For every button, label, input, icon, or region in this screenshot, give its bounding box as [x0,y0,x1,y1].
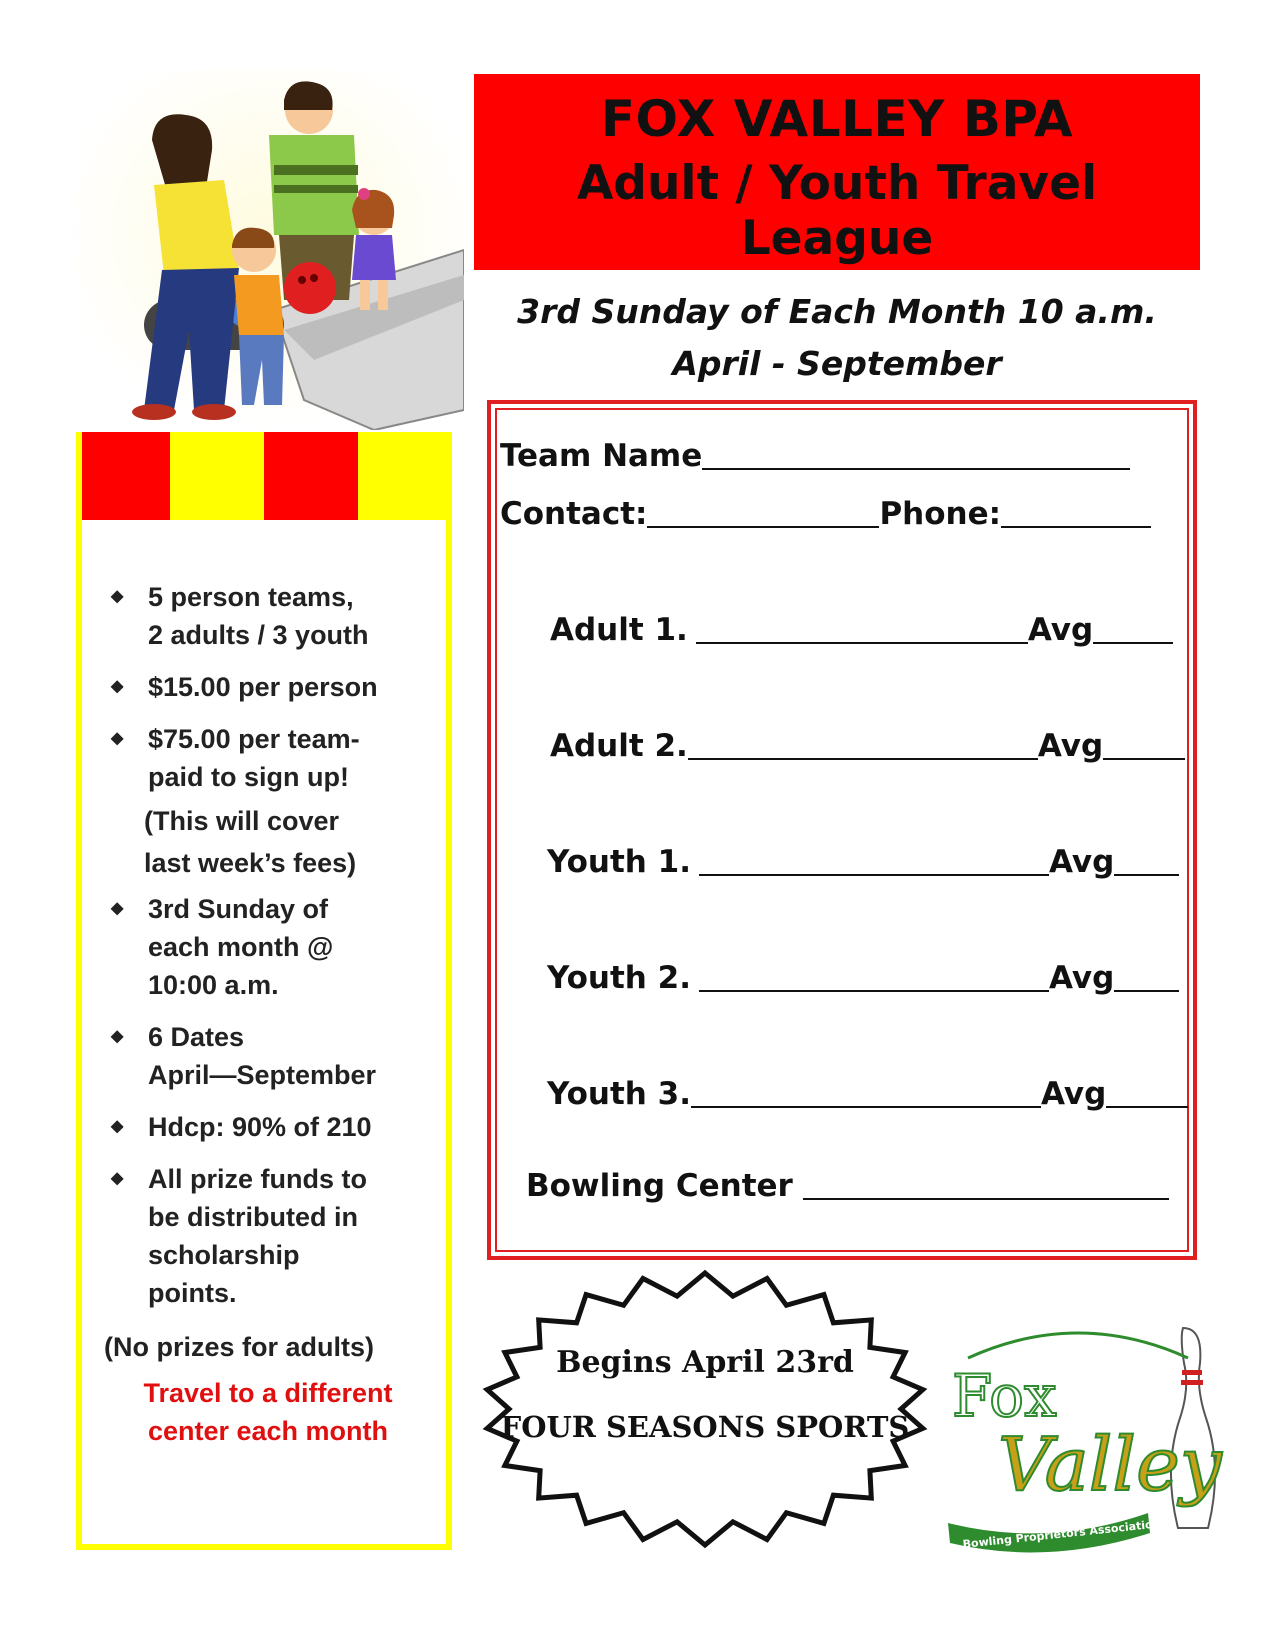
schedule-text [474,286,1200,390]
adult-2-avg-blank[interactable] [1103,757,1185,760]
youth-3-field[interactable] [547,1076,1188,1112]
fox-valley-logo [938,1318,1238,1558]
adult-1-field[interactable] [550,612,1173,648]
bullet-icon: ◆ [111,1170,124,1187]
list-item-line: All prize funds to [148,1164,367,1194]
youth-2-label: Youth 2. [547,960,691,996]
contact-blank[interactable] [647,525,879,528]
logo-tagline: Bowling Proprietors Association [962,1517,1161,1551]
bullet-icon: ◆ [111,678,124,695]
bowling-center-label: Bowling Center [526,1168,793,1204]
youth-2-name-blank[interactable] [699,989,1049,992]
adult-2-label: Adult 2. [550,728,688,764]
phone-label: Phone: [879,496,1002,532]
travel-note-line: center each month [147,1416,389,1446]
list-item [108,1108,438,1146]
registration-form-inner-frame [495,408,1189,1252]
youth-3-avg-blank[interactable] [1106,1105,1188,1108]
adult-1-name-blank[interactable] [696,641,1028,644]
league-title: Adult / Youth Travel League [576,156,1098,266]
list-item-line: 10:00 a.m. [148,970,279,1000]
fee-note-line: (This will cover [144,806,340,836]
youth-2-field[interactable] [547,960,1179,996]
bullet-icon: ◆ [111,1028,124,1045]
list-item [108,668,438,706]
bullet-icon: ◆ [111,1118,124,1135]
list-item-line: be distributed in [148,1202,359,1232]
contact-label: Contact: [500,496,648,532]
fee-note-line: last week’s fees) [144,848,357,878]
organization-title: FOX VALLEY BPA [600,90,1074,148]
logo-valley-text: Valley [998,1422,1222,1508]
league-details-list [104,578,438,1450]
bowling-center-blank[interactable] [803,1197,1169,1200]
youth-1-field[interactable] [547,844,1179,880]
start-date-text: Begins April 23rd [556,1345,854,1380]
no-prizes-note: (No prizes for adults) [104,1332,375,1362]
youth-1-label: Youth 1. [547,844,691,880]
bowling-center-field[interactable] [526,1168,1169,1204]
adult-1-avg-blank[interactable] [1093,641,1173,644]
list-item [108,720,438,796]
team-name-label: Team Name [500,438,703,474]
list-item [108,578,438,654]
adult-2-field[interactable] [550,728,1185,764]
youth-1-name-blank[interactable] [699,873,1049,876]
avg-label: Avg [1049,960,1115,996]
youth-3-label: Youth 3. [547,1076,691,1112]
phone-blank[interactable] [1001,525,1151,528]
list-item-line: $15.00 per person [148,672,378,702]
list-item-line: 5 person teams, [148,582,354,612]
list-item-line: each month @ [148,932,334,962]
list-item-line: scholarship [148,1240,300,1270]
fee-note [108,800,438,884]
list-item [108,1018,438,1094]
bullet-icon: ◆ [111,730,124,747]
list-item-line: 3rd Sunday of [148,894,329,924]
list-item-line: Hdcp: 90% of 210 [148,1112,372,1142]
team-name-field[interactable] [500,438,1130,474]
avg-label: Avg [1041,1076,1107,1112]
youth-2-avg-blank[interactable] [1114,989,1179,992]
family-bowling-illustration [74,70,464,430]
title-banner [474,74,1200,270]
list-item-line: 2 adults / 3 youth [148,620,369,650]
schedule-line: 3rd Sunday of Each Month 10 a.m. [517,292,1157,331]
travel-note-line: Travel to a different [143,1378,393,1408]
team-name-blank[interactable] [702,467,1130,470]
youth-1-avg-blank[interactable] [1114,873,1179,876]
travel-note [108,1374,428,1450]
avg-label: Avg [1027,612,1094,648]
bullet-icon: ◆ [111,588,124,605]
list-item [108,1160,438,1312]
bullet-icon: ◆ [111,900,124,917]
list-item-line: April—September [148,1060,377,1090]
avg-label: Avg [1037,728,1104,764]
list-item-line: points. [148,1278,237,1308]
adult-1-label: Adult 1. [550,612,688,648]
list-item-line: 6 Dates [148,1022,245,1052]
schedule-line: April - September [672,344,1002,383]
logo-fox-text: Fox [952,1362,1057,1430]
avg-label: Avg [1049,844,1115,880]
adult-2-name-blank[interactable] [688,757,1038,760]
venue-text: FOUR SEASONS SPORTS [500,1410,910,1444]
list-item [108,890,438,1004]
starburst-badge [480,1268,930,1550]
contact-field[interactable] [500,496,1151,532]
youth-3-name-blank[interactable] [691,1105,1041,1108]
list-item-line: $75.00 per team- [148,724,360,754]
list-item-line: paid to sign up! [148,762,349,792]
